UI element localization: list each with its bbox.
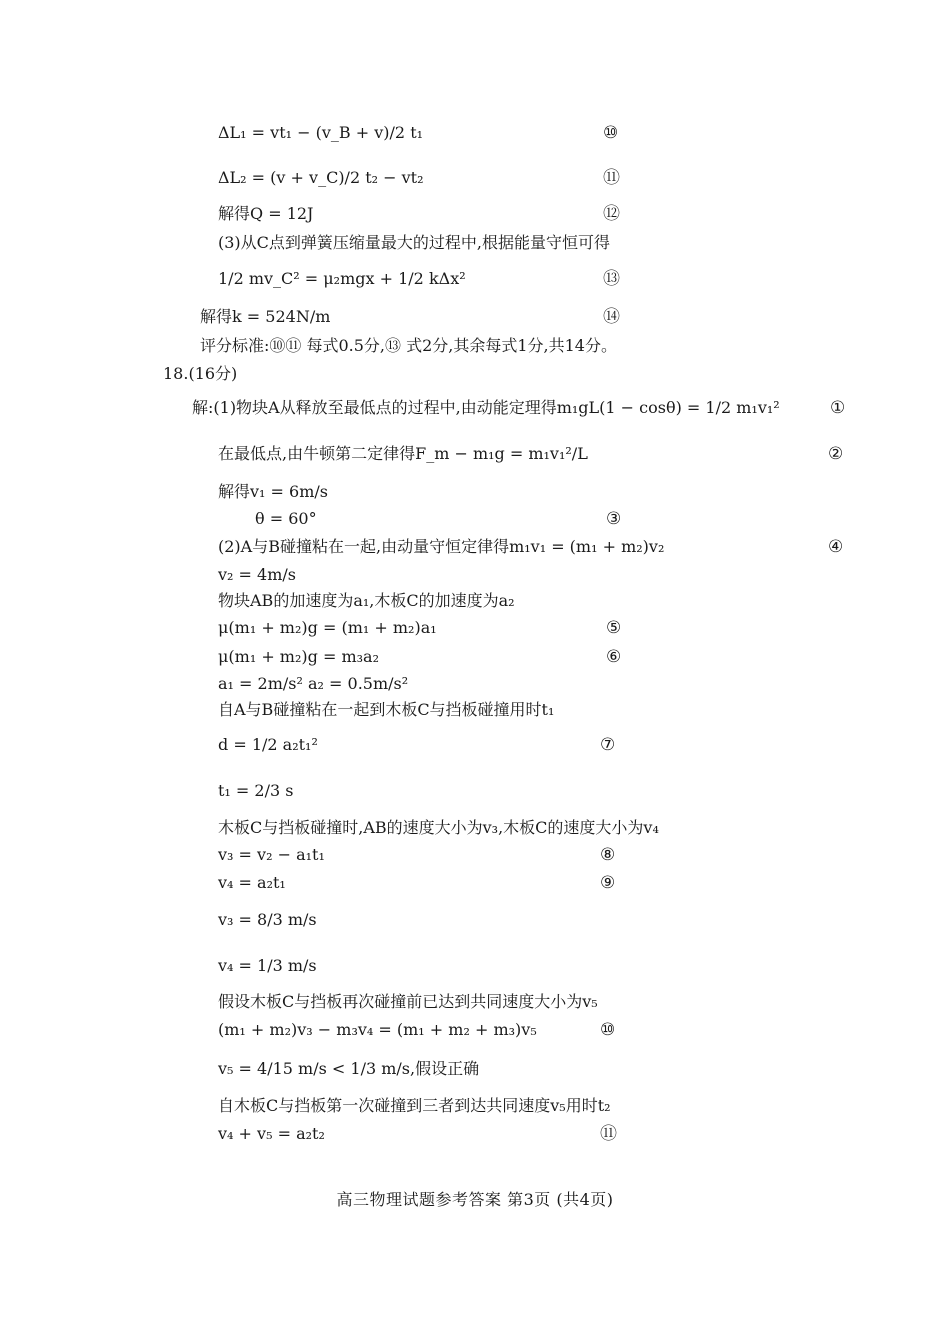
acceleration-definition: 物块AB的加速度为a₁,木板C的加速度为a₂	[218, 591, 515, 610]
eq-number-8: ⑧	[600, 845, 616, 865]
eq-number-10b: ⑩	[600, 1020, 616, 1040]
result-accelerations: a₁ = 2m/s² a₂ = 0.5m/s²	[218, 674, 409, 693]
assumption-v5: 假设木板C与挡板再次碰撞前已达到共同速度大小为v₅	[218, 992, 598, 1011]
t2-equation: v₄ + v₅ = a₂t₂	[218, 1124, 325, 1143]
momentum-eq-v5: (m₁ + m₂)v₃ − m₃v₄ = (m₁ + m₂ + m₃)v₅	[218, 1020, 537, 1039]
result-t1: t₁ = 2/3 s	[218, 781, 294, 800]
eq-number-4: ④	[828, 537, 844, 557]
page-footer: 高三物理试题参考答案 第3页 (共4页)	[336, 1190, 614, 1209]
equation-delta-l2: ΔL₂ = (v + v_C)/2 t₂ − vt₂	[218, 168, 424, 187]
result-q: 解得Q = 12J	[218, 204, 314, 223]
eq-number-12: ⑫	[603, 204, 620, 224]
eq-number-13: ⑬	[603, 269, 620, 289]
v3-equation: v₃ = v₂ − a₁t₁	[218, 845, 325, 864]
energy-conservation-eq: 1/2 mv_C² = μ₂mgx + 1/2 kΔx²	[218, 269, 466, 288]
part3-intro: (3)从C点到弹簧压缩量最大的过程中,根据能量守恒可得	[218, 233, 610, 252]
eq-number-5: ⑤	[606, 618, 622, 638]
eq-number-3: ③	[606, 509, 622, 529]
eq-number-10: ⑩	[603, 123, 619, 143]
eq-number-6: ⑥	[606, 647, 622, 667]
eq-number-7: ⑦	[600, 735, 616, 755]
time-t2-intro: 自木板C与挡板第一次碰撞到三者到达共同速度v₅用时t₂	[218, 1096, 611, 1115]
result-theta: θ = 60°	[255, 509, 317, 528]
friction-eq-ab: μ(m₁ + m₂)g = (m₁ + m₂)a₁	[218, 618, 437, 637]
eq-number-1: ①	[830, 398, 846, 418]
v4-equation: v₄ = a₂t₁	[218, 873, 286, 892]
result-v3: v₃ = 8/3 m/s	[218, 910, 317, 929]
result-v1: 解得v₁ = 6m/s	[218, 482, 328, 501]
eq-number-14: ⑭	[603, 307, 620, 327]
result-k: 解得k = 524N/m	[200, 307, 331, 326]
question-18-heading: 18.(16分)	[163, 364, 238, 383]
collision-velocities-intro: 木板C与挡板碰撞时,AB的速度大小为v₃,木板C的速度大小为v₄	[218, 818, 659, 837]
scoring-criteria: 评分标准:⑩⑪ 每式0.5分,⑬ 式2分,其余每式1分,共14分。	[200, 336, 617, 355]
eq-number-11b: ⑪	[600, 1124, 617, 1144]
friction-eq-c: μ(m₁ + m₂)g = m₃a₂	[218, 647, 379, 666]
part1-kinetic-energy: 解:(1)物块A从释放至最低点的过程中,由动能定理得m₁gL(1 − cosθ) = 1/2 m₁v₁²	[192, 398, 780, 417]
newton-second-law-eq: 在最低点,由牛顿第二定律得F_m − m₁g = m₁v₁²/L	[218, 444, 588, 463]
part2-momentum: (2)A与B碰撞粘在一起,由动量守恒定律得m₁v₁ = (m₁ + m₂)v₂	[218, 537, 665, 556]
eq-number-9: ⑨	[600, 873, 616, 893]
time-t1-intro: 自A与B碰撞粘在一起到木板C与挡板碰撞用时t₁	[218, 700, 555, 719]
eq-number-2: ②	[828, 444, 844, 464]
displacement-eq: d = 1/2 a₂t₁²	[218, 735, 318, 754]
result-v2: v₂ = 4m/s	[218, 565, 296, 584]
equation-delta-l1: ΔL₁ = vt₁ − (v_B + v)/2 t₁	[218, 123, 424, 142]
result-v5: v₅ = 4/15 m/s < 1/3 m/s,假设正确	[218, 1059, 480, 1078]
result-v4: v₄ = 1/3 m/s	[218, 956, 317, 975]
eq-number-11: ⑪	[603, 168, 620, 188]
